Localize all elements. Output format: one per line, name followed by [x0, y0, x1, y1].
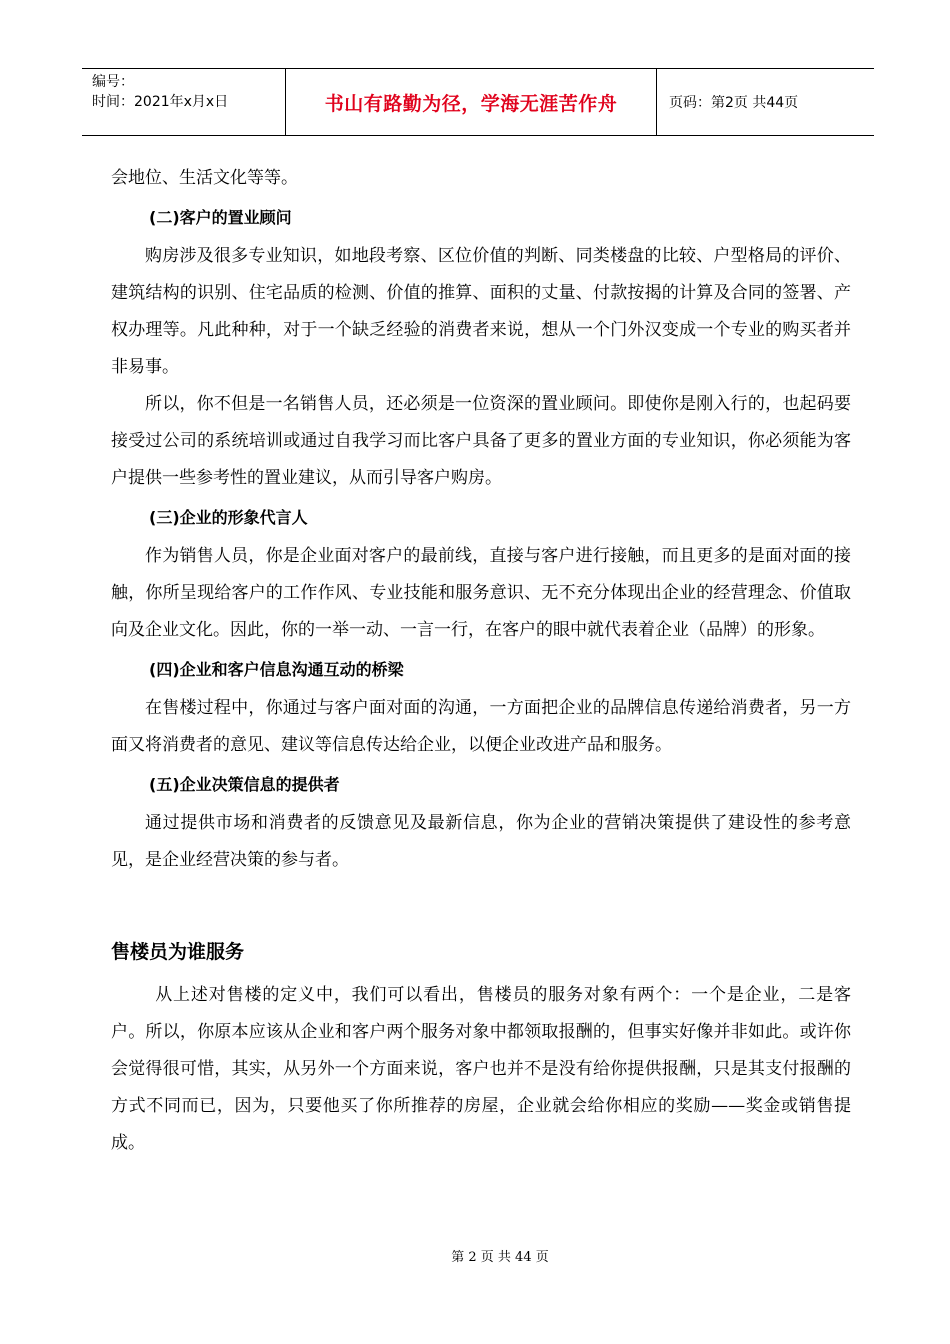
page-header: [82, 68, 874, 136]
section-title: 售楼员为谁服务: [111, 941, 245, 963]
subheading: (四)企业和客户信息沟通互动的桥梁: [149, 660, 404, 679]
page-footer: [0, 1246, 950, 1265]
paragraph: 通过提供市场和消费者的反馈意见及最新信息，你为企业的营销决策提供了建设性的参考意见，是企业经营决策的参与者。: [111, 813, 851, 870]
document-time-label: 时间：2021年x月x日: [92, 94, 229, 110]
header-motto: 书山有路勤为径，学海无涯苦作舟: [324, 92, 618, 115]
header-motto-cell: [285, 69, 657, 135]
footer-page-number: 第 2 页 共 44 页: [451, 1250, 549, 1265]
paragraph: 购房涉及很多专业知识，如地段考察、区位价值的判断、同类楼盘的比较、户型格局的评价、建筑结构的识别、住宅品质的检测、价值的推算、面积的丈量、付款按揭的计算及合同的签署、产权办理等。凡此种种，对于一个缺乏经验的消费者来说，想从一个门外汉变成一个专业的购买者并非易事。: [111, 246, 851, 377]
header-page-number: 页码：第2页 共44页: [669, 95, 799, 111]
document-body: [111, 160, 851, 1162]
paragraph: 在售楼过程中，你通过与客户面对面的沟通，一方面把企业的品牌信息传递给消费者，另一方面又将消费者的意见、建议等信息传达给企业，以便企业改进产品和服务。: [111, 698, 851, 755]
header-meta: [82, 69, 285, 135]
paragraph: 作为销售人员，你是企业面对客户的最前线，直接与客户进行接触，而且更多的是面对面的接触，你所呈现给客户的工作作风、专业技能和服务意识、无不充分体现出企业的经营理念、价值取向及企业文化。因此，你的一举一动、一言一行，在客户的眼中就代表着企业（品牌）的形象。: [111, 546, 851, 640]
subheading: (三)企业的形象代言人: [149, 508, 308, 527]
header-page-info: [657, 69, 874, 135]
document-number-label: 编号：: [92, 74, 134, 90]
paragraph: 所以，你不但是一名销售人员，还必须是一位资深的置业顾问。即使你是刚入行的，也起码要接受过公司的系统培训或通过自我学习而比客户具备了更多的置业方面的专业知识，你必须能为客户提供一些参考性的置业建议，从而引导客户购房。: [111, 394, 851, 488]
subheading: (二)客户的置业顾问: [149, 208, 292, 227]
paragraph: 会地位、生活文化等等。: [111, 168, 298, 188]
paragraph: 从上述对售楼的定义中，我们可以看出，售楼员的服务对象有两个：一个是企业，二是客户。所以，你原本应该从企业和客户两个服务对象中都领取报酬的，但事实好像并非如此。或许你会觉得很可惜，其实，从另外一个方面来说，客户也并不是没有给你提供报酬，只是其支付报酬的方式不同而已，因为，只要他买了你所推荐的房屋，企业就会给你相应的奖励——奖金或销售提成。: [111, 985, 851, 1153]
subheading: (五)企业决策信息的提供者: [149, 775, 340, 794]
